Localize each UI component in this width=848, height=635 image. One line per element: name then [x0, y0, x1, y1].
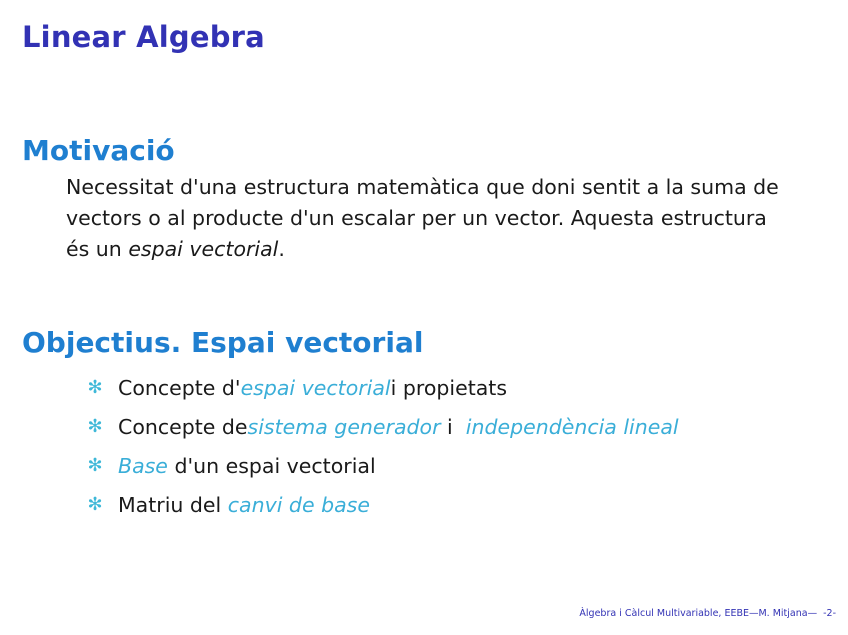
item-highlight: canvi de base — [227, 492, 370, 517]
objectives-heading: Objectius. Espai vectorial — [22, 326, 424, 359]
list-item — [86, 368, 679, 407]
asterisk-icon: ✻ — [87, 494, 103, 515]
item-text: i — [440, 414, 466, 439]
asterisk-icon: ✻ — [87, 416, 103, 437]
item-text: Matriu del — [118, 492, 228, 517]
asterisk-icon: ✻ — [87, 377, 103, 398]
frame-title: Linear Algebra — [22, 20, 265, 54]
list-item — [86, 485, 679, 524]
page-number: -2- — [823, 608, 836, 619]
item-text: Concepte de — [118, 414, 248, 439]
item-highlight: espai vectorial — [240, 375, 391, 400]
list-item — [86, 446, 679, 485]
item-highlight: sistema generador — [247, 414, 441, 439]
footer — [573, 608, 836, 619]
asterisk-icon: ✻ — [87, 455, 103, 476]
motivation-text: Necessitat d'una estructura matemàtica que doni sentit a la suma de vectors o al producte d'un escalar per un vector. Aquesta estructura és un — [66, 175, 779, 261]
footer-course: Àlgebra i Càlcul Multivariable, EEBE—M. Mitjana— — [579, 608, 818, 619]
motivation-paragraph — [66, 172, 786, 265]
item-text: i propietats — [390, 375, 508, 400]
item-text: d'un espai vectorial — [167, 453, 376, 478]
list-item — [86, 407, 679, 446]
objectives-list — [86, 368, 679, 524]
item-text: Concepte d' — [118, 375, 241, 400]
motivation-text-end: . — [278, 237, 285, 261]
item-highlight: Base — [118, 453, 168, 478]
motivation-emphasis: espai vectorial — [128, 237, 279, 261]
item-highlight: independència lineal — [465, 414, 679, 439]
motivation-heading: Motivació — [22, 134, 175, 167]
